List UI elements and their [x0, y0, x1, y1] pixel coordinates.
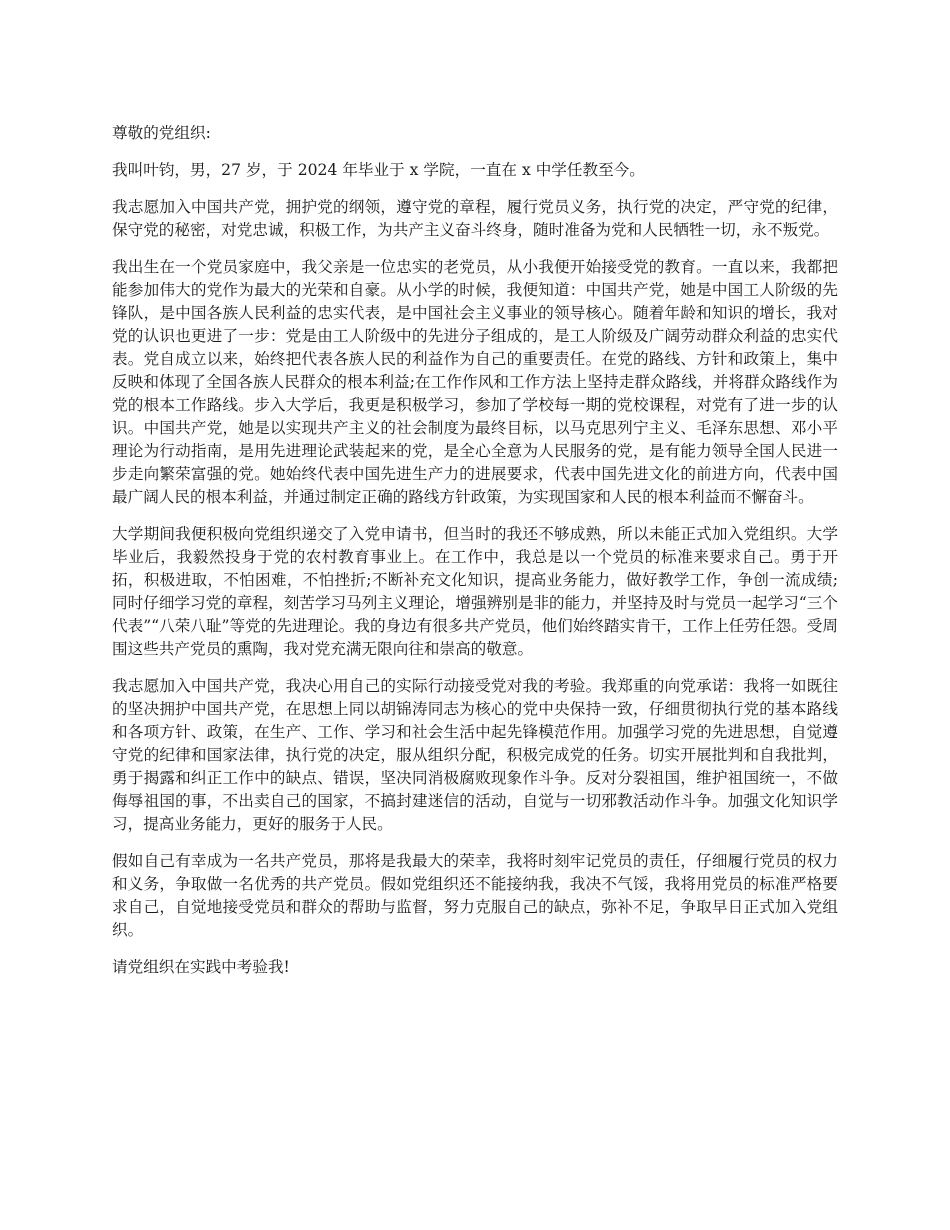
salutation: 尊敬的党组织: — [112, 124, 211, 142]
paragraph-background: 我出生在一个党员家庭中，我父亲是一位忠实的老党员，从小我便开始接受党的教育。一直以来，我都把能参加伟大的党作为最大的光荣和自豪。从小学的时候，我便知道：中国共产党，她是中国工人阶级的先锋队，是中国各族人民利益的忠实代表，是中国社会主义事业的领导核心。随着年龄和知识的增长，我对党的认识也更进了一步：党是由工人阶级中的先进分子组成的，是工人阶级及广阔劳动群众利益的忠实代表。党自成立以来，始终把代表各族人民的利益作为自己的重要责任。在党的路线、方针和政策上，集中反映和体现了全国各族人民群众的根本利益;在工作作风和工作方法上坚持走群众路线，并将群众路线作为党的根本工作路线。步入大学后，我更是积极学习，参加了学校每一期的党校课程，对党有了进一步的认识。中国共产党，她是以实现共产主义的社会制度为最终目标，以马克思列宁主义、毛泽东思想、邓小平理论为行动指南，是用先进理论武装起来的党，是全心全意为人民服务的党，是有能力领导全国人民进一步走向繁荣富强的党。她始终代表中国先进生产力的进展要求，代表中国先进文化的前进方向，代表中国最广阔人民的根本利益，并通过制定正确的路线方针政策，为实现国家和人民的根本利益而不懈奋斗。 — [112, 258, 838, 506]
paragraph-aspiration: 假如自己有幸成为一名共产党员，那将是我最大的荣幸，我将时刻牢记党员的责任，仔细履行党员的权力和义务，争取做一名优秀的共产党员。假如党组织还不能接纳我，我决不气馁，我将用党员的标准严格要求自己，自觉地接受党员和群众的帮助与监督，努力克服自己的缺点，弥补不足，争取早日正式加入党组织。 — [112, 852, 838, 939]
paragraph-intro: 我叫叶钧，男，27 岁，于 2024 年毕业于 x 学院，一直在 x 中学任教至今。 — [112, 161, 645, 179]
paragraph-pledge: 我志愿加入中国共产党，拥护党的纲领，遵守党的章程，履行党员义务，执行党的决定，严守党的纪律，保守党的秘密，对党忠诚，积极工作，为共产主义奋斗终身，随时准备为党和人民牺牲一切，永不叛党。 — [112, 198, 838, 239]
closing-line: 请党组织在实践中考验我! — [112, 958, 290, 976]
paragraph-university: 大学期间我便积极向党组织递交了入党申请书，但当时的我还不够成熟，所以未能正式加入党组织。大学毕业后，我毅然投身于党的农村教育事业上。在工作中，我总是以一个党员的标准来要求自己。勇于开拓，积极进取，不怕困难，不怕挫折;不断补充文化知识，提高业务能力，做好教学工作，争创一流成绩;同时仔细学习党的章程，刻苦学习马列主义理论，增强辨别是非的能力，并坚持及时与党员一起学习“三个代表”“八荣八耻”等党的先进理论。我的身边有很多共产党员，他们始终踏实肯干，工作上任劳任怨。受周围这些共产党员的熏陶，我对党充满无限向往和崇高的敬意。 — [112, 525, 838, 658]
paragraph-commitment: 我志愿加入中国共产党，我决心用自己的实际行动接受党对我的考验。我郑重的向党承诺：我将一如既往的坚决拥护中国共产党，在思想上同以胡锦涛同志为核心的党中央保持一致，仔细贯彻执行党的基本路线和各项方针、政策，在生产、工作、学习和社会生活中起先锋模范作用。加强学习党的先进思想，自觉遵守党的纪律和国家法律，执行党的决定，服从组织分配，积极完成党的任务。切实开展批判和自我批判，勇于揭露和纠正工作中的缺点、错误，坚决同消极腐败现象作斗争。反对分裂祖国，维护祖国统一，不做侮辱祖国的事，不出卖自己的国家，不搞封建迷信的活动，自觉与一切邪教活动作斗争。加强文化知识学习，提高业务能力，更好的服务于人民。 — [112, 677, 838, 833]
document-body — [112, 122, 838, 993]
